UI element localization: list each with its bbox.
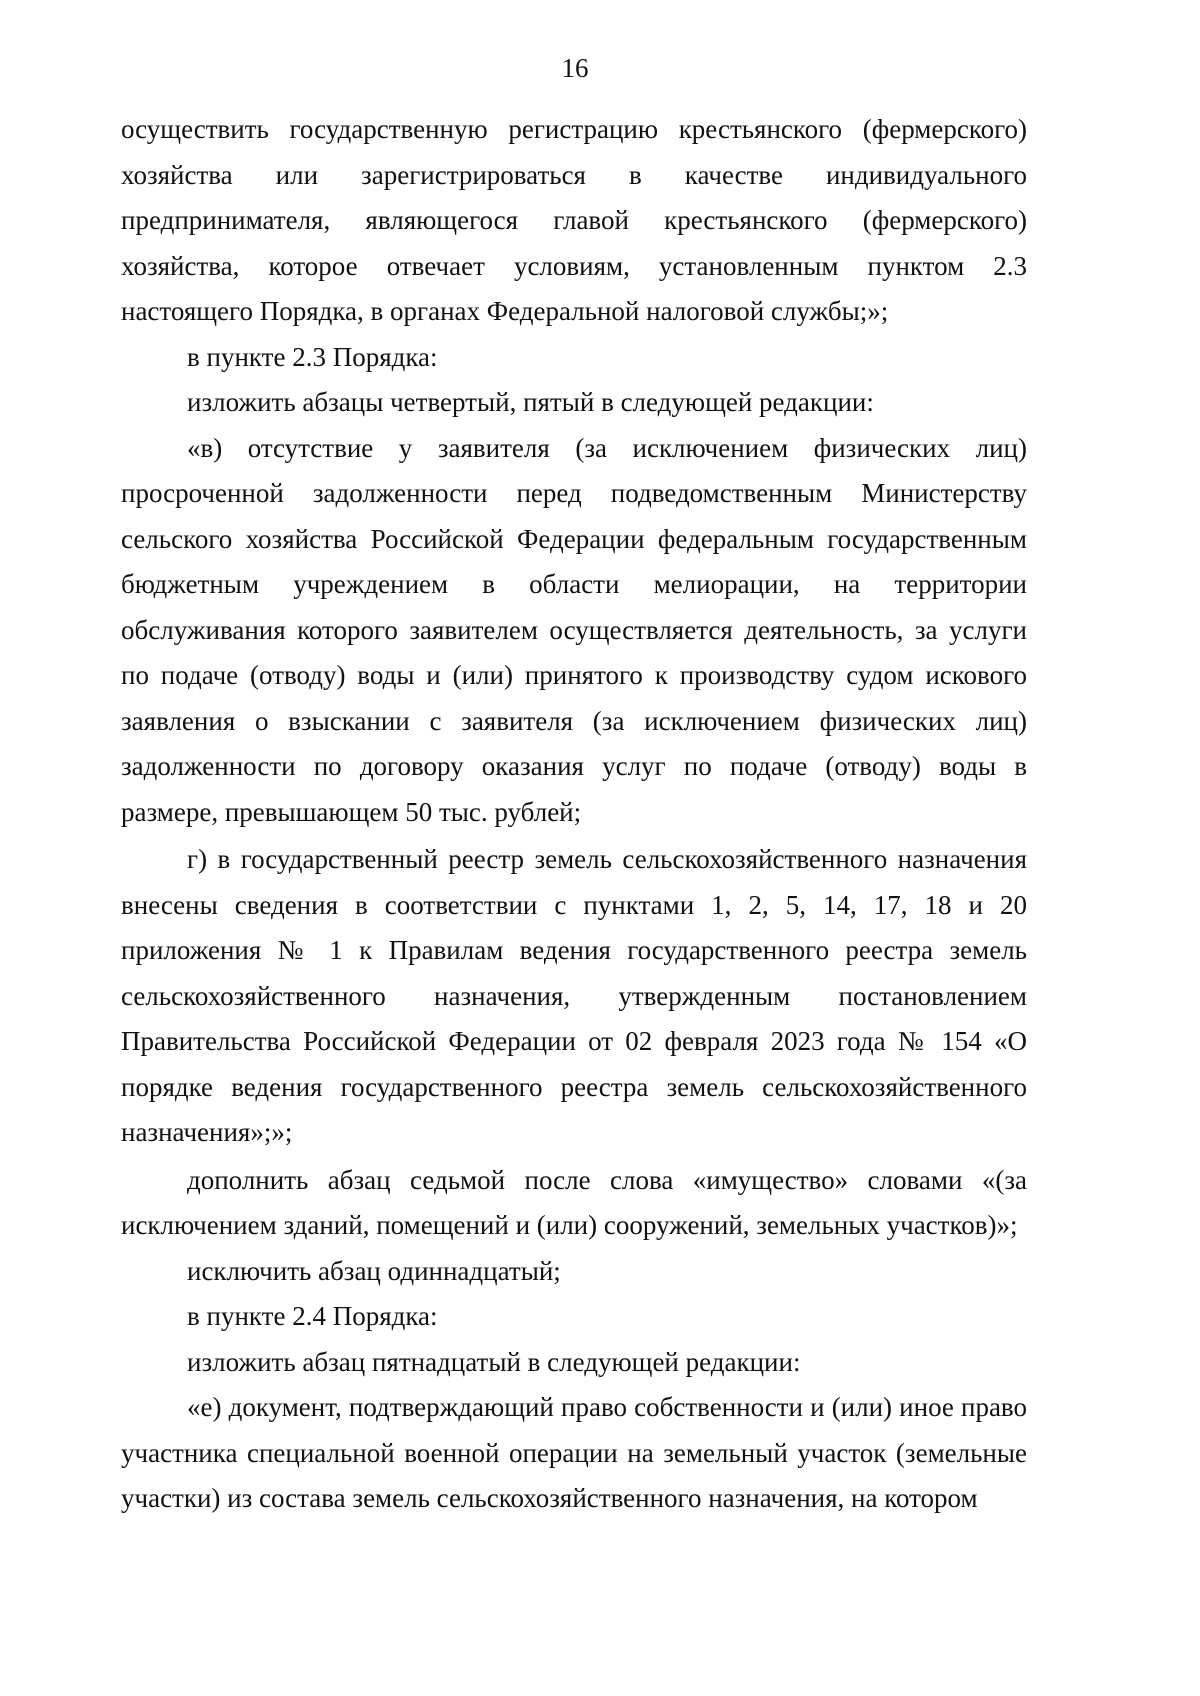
page-number: 16 bbox=[561, 53, 589, 83]
document-body bbox=[121, 107, 1027, 1522]
paragraph-farm-registration: осуществить государственную регистрацию крестьянского (фермерского) хозяйства или зарегистрироваться в качестве индивидуального предпринимателя, являющегося главой крестьянского (фермерского) хозяйства, которое отвечает условиям, установленным пунктом 2.3 настоящего Порядка, в органах Федеральной налоговой службы;»; bbox=[121, 114, 1027, 326]
paragraph-point-2-3-heading: в пункте 2.3 Порядка: bbox=[187, 341, 438, 372]
paragraph-exclude-11: исключить абзац одиннадцатый; bbox=[187, 1255, 561, 1286]
paragraph-amend-7: дополнить абзац седьмой после слова «имущество» словами «(за исключением зданий, помещений и (или) сооружений, земельных участков)»; bbox=[121, 1164, 1027, 1240]
paragraph-subitem-g: г) в государственный реестр земель сельскохозяйственного назначения внесены сведения в соответствии с пунктами 1, 2, 5, 14, 17, 18 и 20 приложения № 1 к Правилам ведения государственного реестра земель сельскохозяйственного назначения, утвержденным постановлением Правительства Российской Федерации от 02 февраля 2023 года № 154 «О порядке ведения государственного реестра земель сельскохозяйственного назначения»;»; bbox=[121, 844, 1027, 1147]
paragraph-amend-15: изложить абзац пятнадцатый в следующей редакции: bbox=[187, 1346, 801, 1377]
paragraph-point-2-4-heading: в пункте 2.4 Порядка: bbox=[187, 1301, 438, 1331]
paragraph-amend-4-5: изложить абзацы четвертый, пятый в следующей редакции: bbox=[187, 387, 874, 417]
paragraph-subitem-v: «в) отсутствие у заявителя (за исключением физических лиц) просроченной задолженности перед подведомственным Министерству сельского хозяйства Российской Федерации федеральным государственным бюджетным учреждением в области мелиорации, на территории обслуживания которого заявителем осуществляется деятельность, за услуги по подаче (отводу) воды и (или) принятого к производству судом искового заявления о взыскании с заявителя (за исключением физических лиц) задолженности по договору оказания услуг по подаче (отводу) воды в размере, превышающем 50 тыс. рублей; bbox=[121, 432, 1027, 827]
paragraph-subitem-e: «е) документ, подтверждающий право собственности и (или) иное право участника специальной военной операции на земельный участок (земельные участки) из состава земель сельскохозяйственного назначения, на котором bbox=[121, 1392, 1027, 1513]
